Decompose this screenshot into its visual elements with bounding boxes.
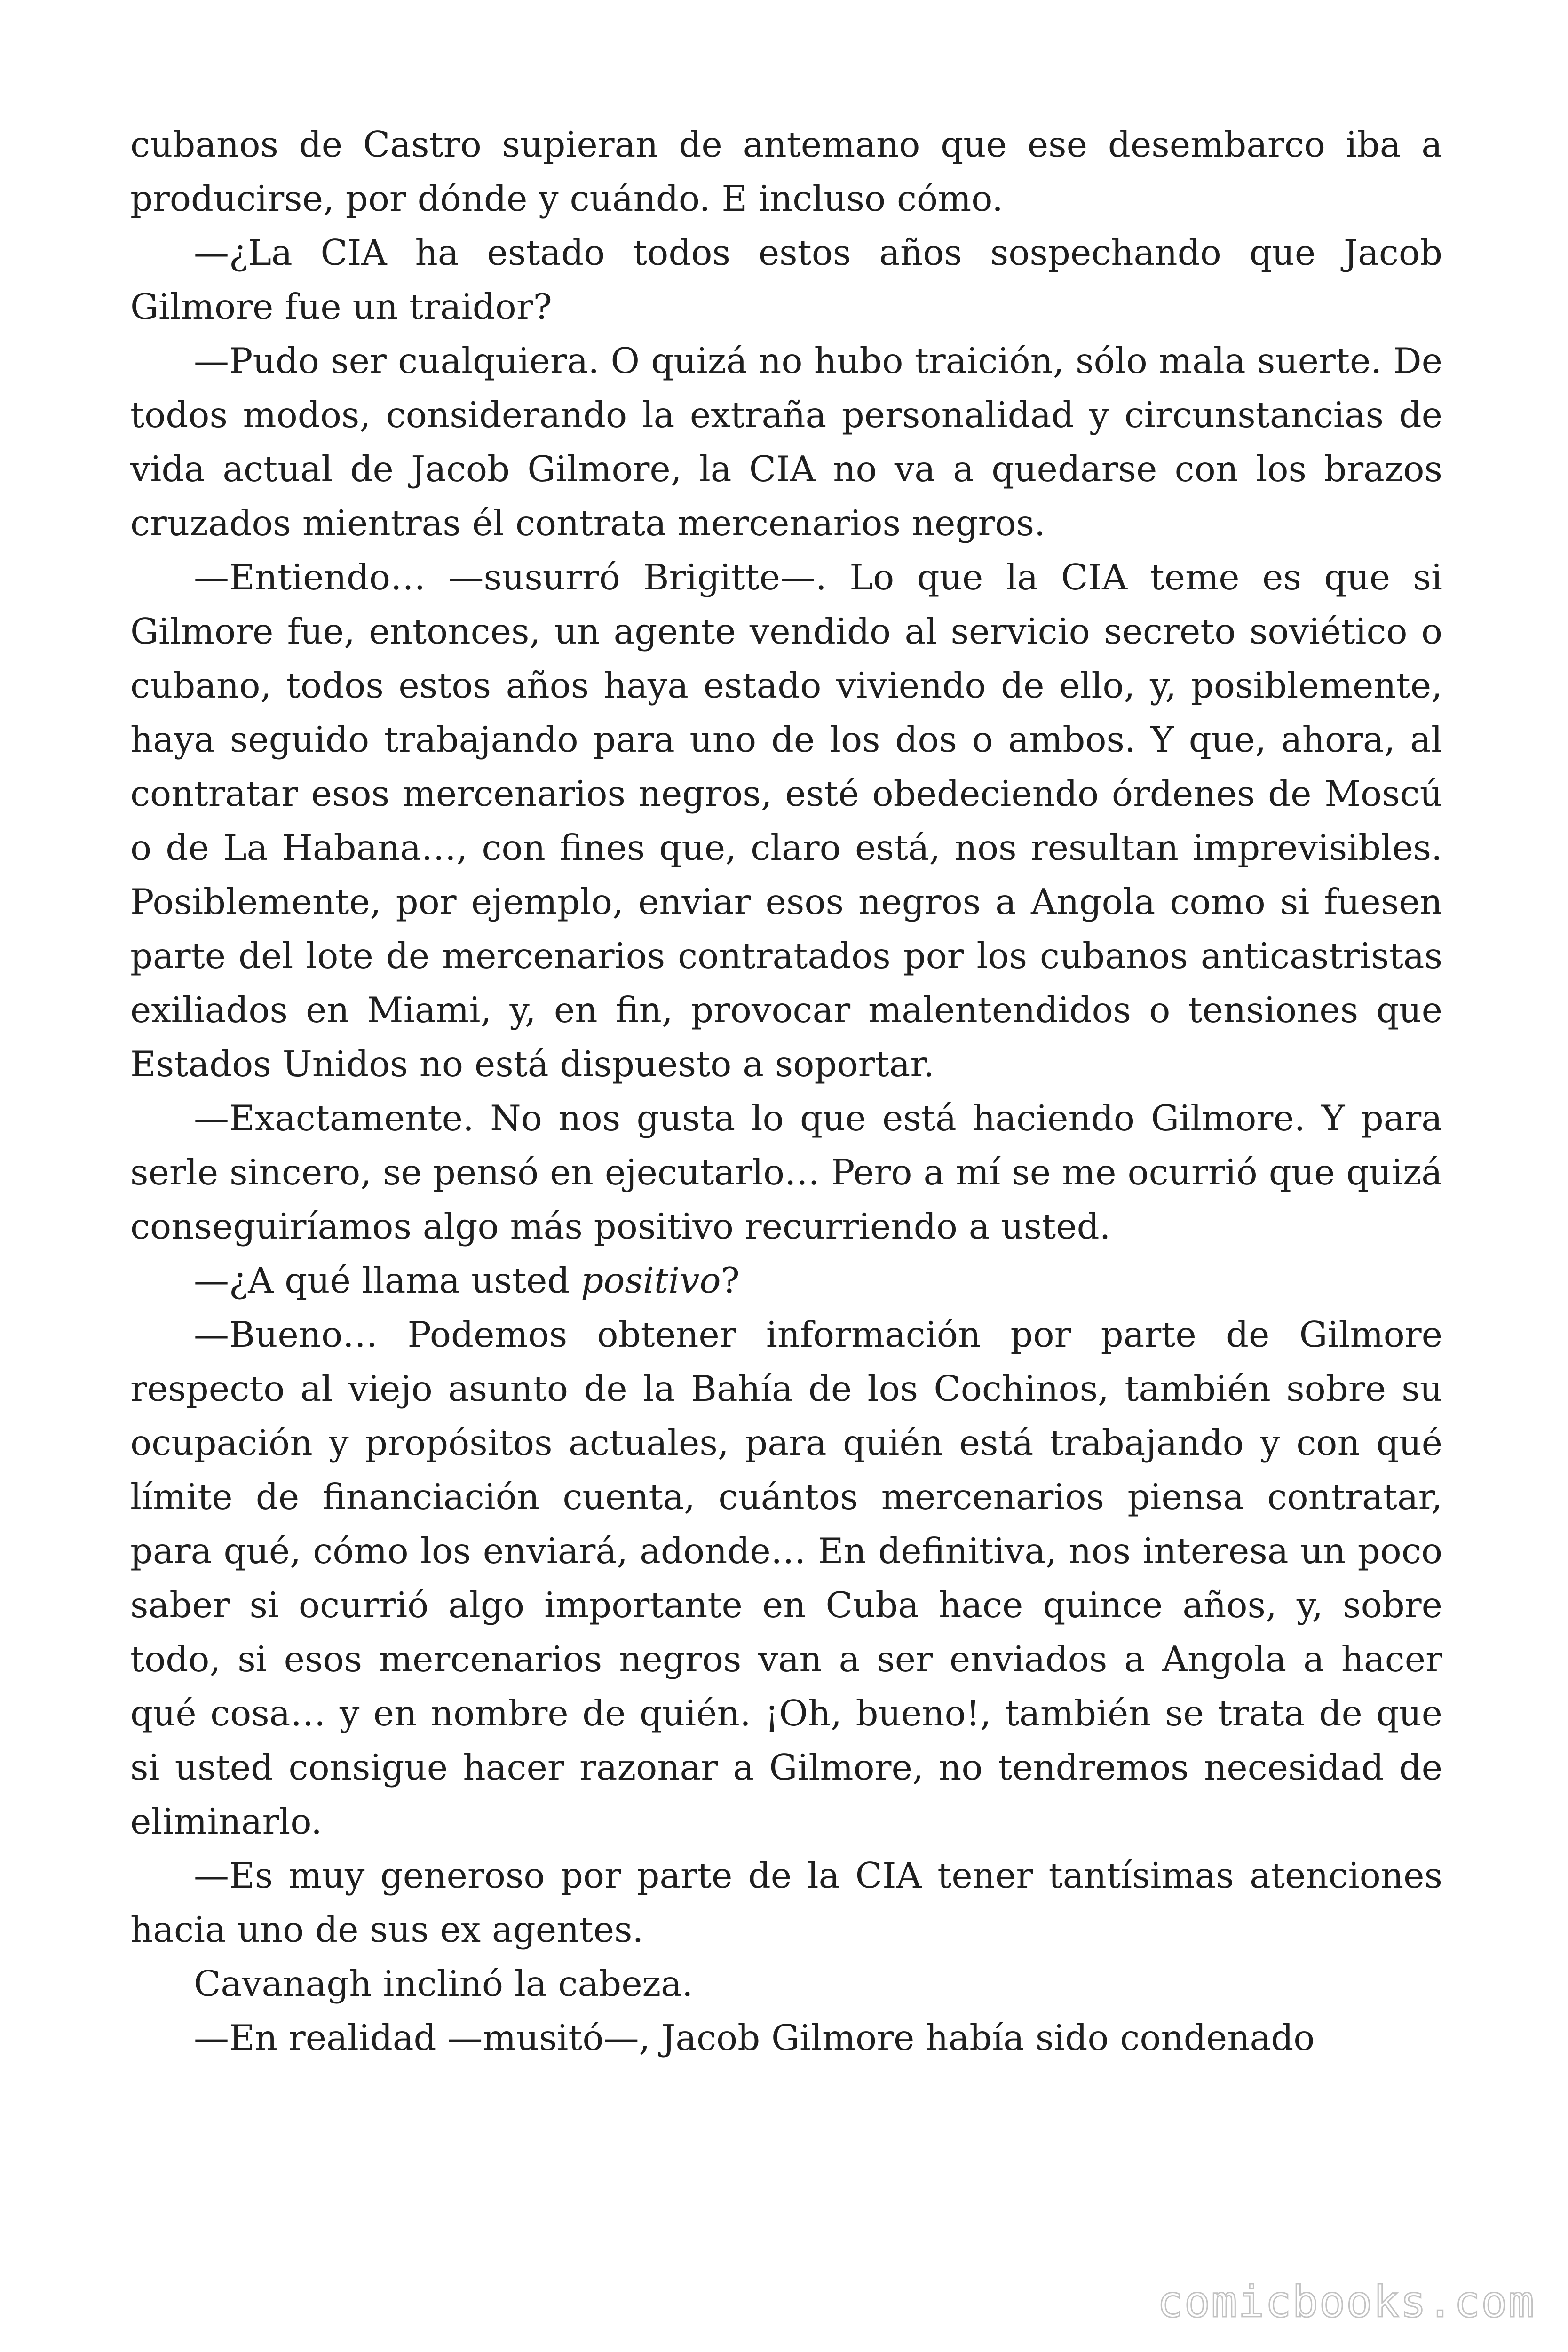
paragraph-8: —Es muy generoso por parte de la CIA tener tantísimas atenciones hacia uno de sus ex agentes. (130, 1855, 1442, 1950)
paragraph-5: —Exactamente. No nos gusta lo que está haciendo Gilmore. Y para serle sincero, se pensó en ejecutarlo… Pero a mí se me ocurrió que quizá conseguiríamos algo más positivo recurriendo a usted. (130, 1097, 1442, 1247)
paragraph-4: —Entiendo… —susurró Brigitte—. Lo que la CIA teme es que si Gilmore fue, entonces, un agente vendido al servicio secreto soviético o cubano, todos estos años haya estado viviendo de ello, y, posiblemente, haya seguido trabajando para uno de los dos o ambos. Y que, ahora, al contratar esos mercenarios negros, esté obedeciendo órdenes de Moscú o de La Habana…, con fines que, claro está, nos resultan imprevisibles. Posiblemente, por ejemplo, enviar esos negros a Angola como si fuesen parte del lote de mercenarios contratados por los cubanos anticastristas exiliados en Miami, y, en fin, provocar malentendidos o tensiones que Estados Unidos no está dispuesto a soportar. (130, 556, 1442, 1085)
paragraph-7: —Bueno… Podemos obtener información por parte de Gilmore respecto al viejo asunto de la Bahía de los Cochinos, también sobre su ocupación y propósitos actuales, para quién está trabajando y con qué límite de financiación cuenta, cuántos mercenarios piensa contratar, para qué, cómo los enviará, adonde… En definitiva, nos interesa un poco saber si ocurrió algo importante en Cuba hace quince años, y, sobre todo, si esos mercenarios negros van a ser enviados a Angola a hacer qué cosa… y en nombre de quién. ¡Oh, bueno!, también se trata de que si usted consigue hacer razonar a Gilmore, no tendremos necesidad de eliminarlo. (130, 1314, 1442, 1842)
paragraph-1: cubanos de Castro supieran de antemano que ese desembarco iba a producirse, por dónde y cuándo. E incluso cómo. (130, 124, 1442, 219)
paragraph-9: Cavanagh inclinó la cabeza. (194, 1963, 693, 2004)
paragraph-6 (130, 1254, 1442, 1308)
paragraph-3: —Pudo ser cualquiera. O quizá no hubo traición, sólo mala suerte. De todos modos, considerando la extraña personalidad y circunstancias de vida actual de Jacob Gilmore, la CIA no va a quedarse con los brazos cruzados mientras él contrata mercenarios negros. (130, 340, 1442, 544)
page-body (130, 118, 1442, 2065)
paragraph-6-italic-word: positivo (581, 1260, 721, 1301)
paragraph-6-text-before: —¿A qué llama usted (194, 1260, 581, 1301)
paragraph-10: —En realidad —musitó—, Jacob Gilmore había sido condenado (194, 2017, 1315, 2058)
paragraph-6-text-after: ? (721, 1260, 740, 1301)
paragraph-2: —¿La CIA ha estado todos estos años sospechando que Jacob Gilmore fue un traidor? (130, 232, 1442, 327)
watermark: comicbooks.com (1157, 2277, 1535, 2327)
